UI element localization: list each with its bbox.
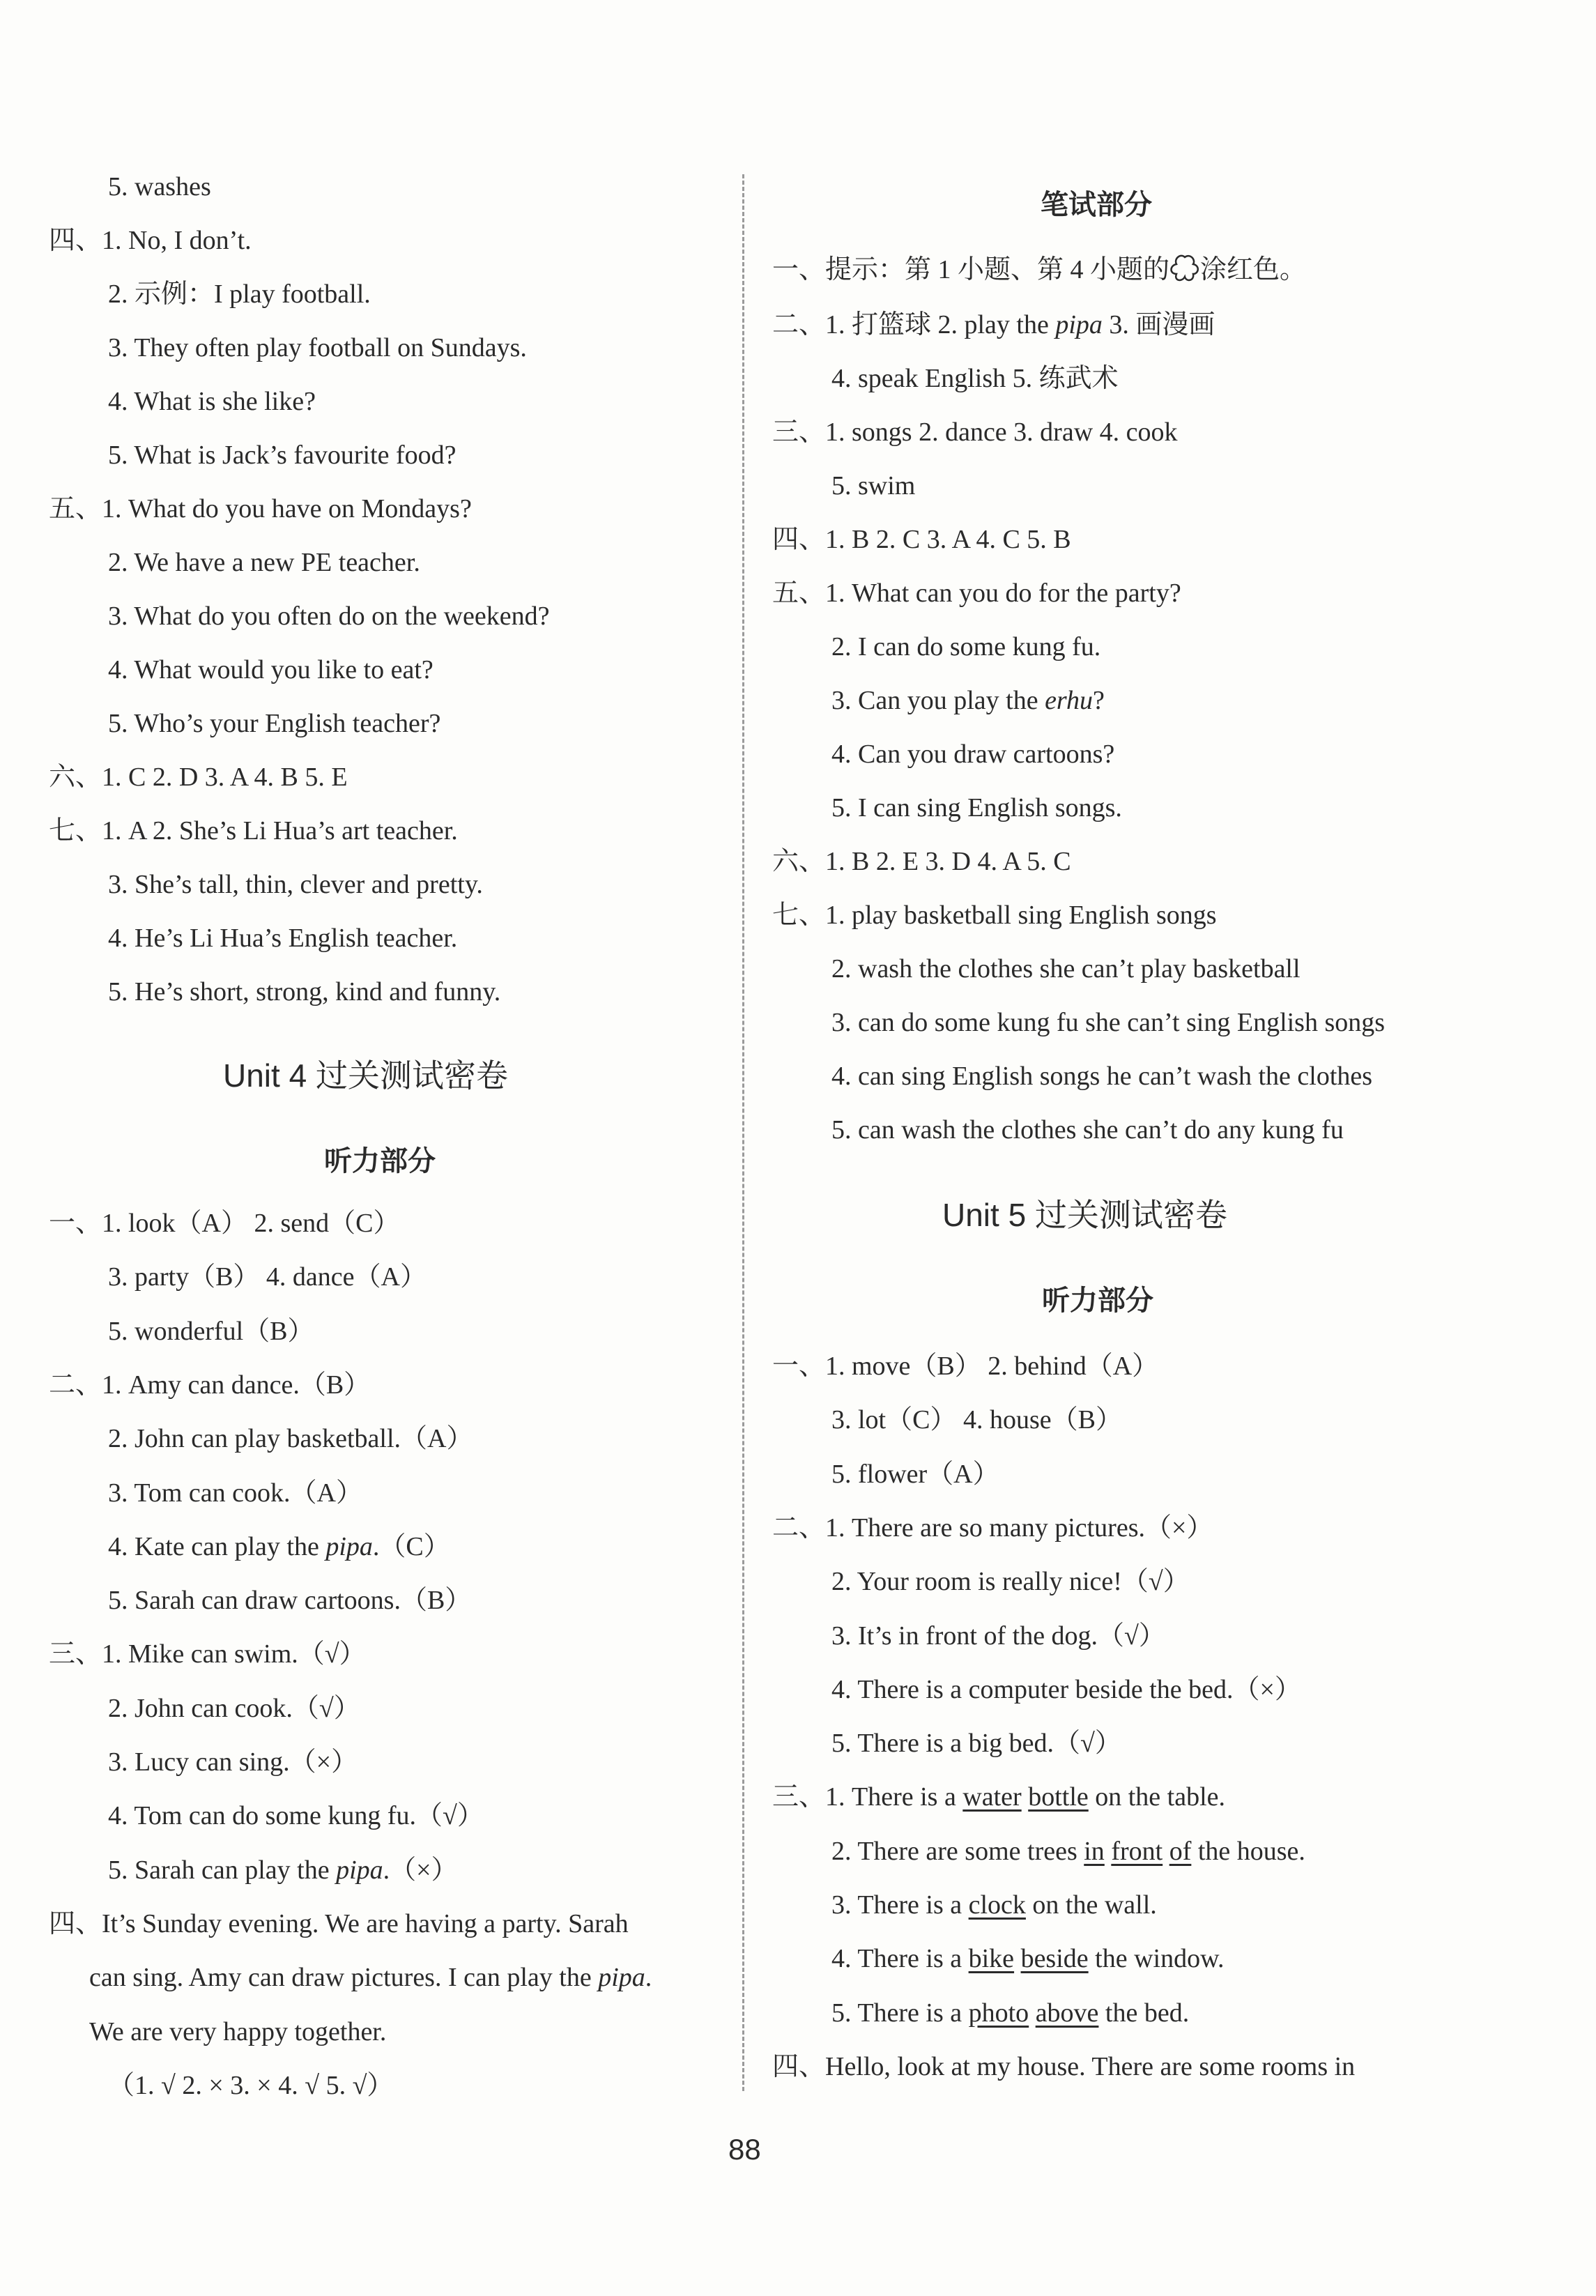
unit4-written-answer-line: 3. Can you play the erhu? (831, 686, 1105, 715)
unit5-answer-line: 5. flower（A） (831, 1459, 999, 1489)
underlined-answer: water (962, 1782, 1022, 1812)
unit4-written-answer-line: 5. can wash the clothes she can’t do any kung fu (831, 1115, 1344, 1145)
unit4-written-answer-line: 三、1. songs 2. dance 3. draw 4. cook (772, 418, 1178, 447)
unit4-answer-line: 5. wonderful（B） (108, 1316, 314, 1346)
unit4-written-answer-line: 4. speak English 5. 练武术 (831, 364, 1119, 393)
unit5-answer-line: 3. lot（C） 4. house（B） (831, 1405, 1122, 1435)
italic-term: erhu (1045, 686, 1094, 715)
unit4-written-answer-line: 2. I can do some kung fu. (831, 632, 1101, 661)
written-section-heading: 笔试部分 (1041, 189, 1152, 220)
unit4-written-answer-line: 六、1. B 2. E 3. D 4. A 5. C (772, 847, 1071, 876)
underlined-answer: bottle (1028, 1782, 1089, 1812)
unit4-title: Unit 4 过关测试密卷 (223, 1057, 508, 1094)
unit3-answer-line: 5. What is Jack’s favourite food? (108, 441, 456, 470)
unit4-answer-line: 3. Tom can cook.（A） (108, 1478, 362, 1508)
underlined-answer: in (1084, 1836, 1105, 1866)
italic-term: pipa (598, 1963, 645, 1993)
italic-term: pipa (1055, 310, 1103, 339)
unit5-answer-line: 4. There is a bike beside the window. (831, 1944, 1225, 1974)
unit4-written-answer-line: 七、1. play basketball sing English songs (772, 901, 1217, 930)
unit4-written-answer-line: 5. swim (831, 471, 916, 500)
unit3-answer-line: 5. Who’s your English teacher? (108, 709, 441, 738)
unit4-answer-line: 3. party（B） 4. dance（A） (108, 1262, 427, 1292)
unit4-written-answer-line: 5. I can sing English songs. (831, 793, 1122, 822)
unit4-answer-line: 5. Sarah can draw cartoons.（B） (108, 1586, 472, 1616)
unit5-answer-line: 4. There is a computer beside the bed.（×） (831, 1674, 1301, 1704)
underlined-answer: beside (1020, 1944, 1089, 1974)
unit3-answer-line: 4. What is she like? (108, 387, 316, 416)
italic-term: pipa (336, 1855, 383, 1885)
underlined-answer: front (1111, 1836, 1163, 1866)
unit4-written-answer-line: 2. wash the clothes she can’t play basketball (831, 954, 1300, 984)
unit5-title: Unit 5 过关测试密卷 (942, 1197, 1227, 1233)
unit4-answer-line: 4. Tom can do some kung fu.（√） (108, 1801, 484, 1831)
unit4-listening-heading: 听力部分 (324, 1145, 436, 1177)
unit4-answer-line: We are very happy together. (89, 2016, 387, 2046)
unit5-answer-line: 二、1. There are so many pictures.（×） (772, 1513, 1213, 1543)
unit4-written-answer-line: 五、1. What can you do for the party? (772, 579, 1181, 608)
unit4-answer-line: 3. Lucy can sing.（×） (108, 1747, 358, 1777)
underlined-answer: photo (968, 1998, 1029, 2028)
hint-prefix: 一、提示：第 1 小题、第 4 小题的 (772, 255, 1170, 284)
unit4-answer-line: can sing. Amy can draw pictures. I can play the pipa. (89, 1963, 652, 1993)
unit4-written-answer-line: 3. can do some kung fu she can’t sing English songs (831, 1008, 1386, 1037)
unit4-written-answer-line: 4. Can you draw cartoons? (831, 740, 1115, 769)
unit4-answer-line: 一、1. look（A） 2. send（C） (49, 1209, 400, 1238)
unit3-answer-line: 2. 示例：I play football. (108, 280, 371, 309)
hint-suffix: 涂红色。 (1200, 255, 1307, 284)
unit4-answer-line: 2. John can play basketball.（A） (108, 1424, 473, 1454)
unit3-answer-line: 3. She’s tall, thin, clever and pretty. (108, 870, 483, 899)
unit3-answer-line: 4. What would you like to eat? (108, 655, 433, 684)
unit4-answer-line: 四、It’s Sunday evening. We are having a party. Sarah (49, 1908, 629, 1938)
unit5-answer-line: 四、Hello, look at my house. There are some rooms in (772, 2051, 1356, 2081)
unit3-answer-line: 七、1. A 2. She’s Li Hua’s art teacher. (49, 816, 458, 845)
unit5-answer-line: 一、1. move（B） 2. behind（A） (772, 1352, 1159, 1381)
unit5-answer-line: 2. Your room is really nice!（√） (831, 1567, 1190, 1597)
unit3-answer-line: 3. They often play football on Sundays. (108, 333, 527, 362)
unit3-answer-line: 5. He’s short, strong, kind and funny. (108, 977, 501, 1007)
unit4-answer-line: （1. √ 2. × 3. × 4. √ 5. √） (108, 2070, 394, 2100)
unit5-answer-line: 5. There is a big bed.（√） (831, 1729, 1121, 1759)
underlined-answer: of (1169, 1836, 1192, 1866)
unit4-written-answer-line: 四、1. B 2. C 3. A 4. C 5. B (772, 525, 1071, 554)
unit4-answer-line: 5. Sarah can play the pipa.（×） (108, 1855, 458, 1885)
unit4-written-answer-line: 二、1. 打篮球 2. play the pipa 3. 画漫画 (772, 310, 1215, 339)
unit5-answer-line: 2. There are some trees in front of the house. (831, 1836, 1305, 1866)
unit4-answer-line: 2. John can cook.（√） (108, 1693, 360, 1723)
unit4-written-answer-line: 4. can sing English songs he can’t wash the clothes (831, 1062, 1373, 1091)
unit3-answer-line: 六、1. C 2. D 3. A 4. B 5. E (49, 763, 348, 792)
unit4-answer-line: 4. Kate can play the pipa.（C） (108, 1531, 450, 1561)
unit4-answer-line: 二、1. Amy can dance.（B） (49, 1370, 371, 1400)
column-divider (742, 174, 744, 2091)
unit3-answer-line: 4. He’s Li Hua’s English teacher. (108, 924, 458, 953)
hint-line (772, 252, 1306, 287)
underlined-answer: clock (968, 1890, 1026, 1920)
underlined-answer: above (1035, 1998, 1099, 2028)
flower-icon (1169, 254, 1200, 282)
italic-term: pipa (325, 1531, 373, 1561)
unit3-answer-line: 五、1. What do you have on Mondays? (49, 494, 472, 523)
unit5-answer-line: 5. There is a photo above the bed. (831, 1998, 1190, 2028)
unit5-answer-line: 3. There is a clock on the wall. (831, 1890, 1157, 1920)
unit3-answer-line: 3. What do you often do on the weekend? (108, 602, 550, 631)
underlined-answer: bike (968, 1944, 1015, 1974)
unit3-answer-line: 四、1. No, I don’t. (49, 226, 252, 255)
unit3-answer-line: 2. We have a new PE teacher. (108, 548, 420, 577)
unit5-listening-heading: 听力部分 (1042, 1285, 1153, 1316)
unit4-answer-line: 三、1. Mike can swim.（√） (49, 1639, 366, 1669)
page-number: 88 (728, 2133, 761, 2166)
unit3-answer-line: 5. washes (108, 172, 211, 201)
unit5-answer-line: 3. It’s in front of the dog.（√） (831, 1621, 1165, 1651)
unit5-answer-line: 三、1. There is a water bottle on the table. (772, 1782, 1226, 1812)
